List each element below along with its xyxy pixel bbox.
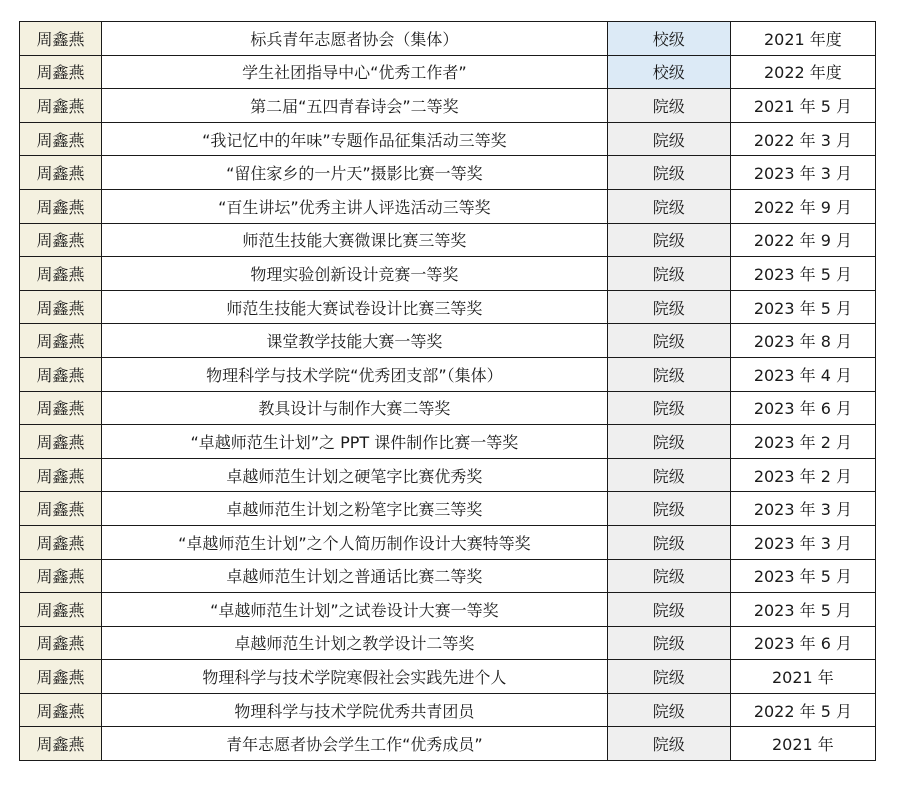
award-level-cell: 院级 <box>607 189 730 223</box>
recipient-name-cell: 周鑫燕 <box>20 290 102 324</box>
award-level-cell: 院级 <box>607 660 730 694</box>
award-title-cell: “留住家乡的一片天”摄影比赛一等奖 <box>102 156 608 190</box>
award-date-cell: 2022 年 9 月 <box>730 189 875 223</box>
award-level-cell: 院级 <box>607 559 730 593</box>
award-title-cell: “百生讲坛”优秀主讲人评选活动三等奖 <box>102 189 608 223</box>
award-title-cell: 卓越师范生计划之粉笔字比赛三等奖 <box>102 492 608 526</box>
award-level-cell: 院级 <box>607 324 730 358</box>
award-date-cell: 2023 年 3 月 <box>730 492 875 526</box>
award-title-cell: 物理科学与技术学院优秀共青团员 <box>102 693 608 727</box>
recipient-name-cell: 周鑫燕 <box>20 626 102 660</box>
award-title-cell: 学生社团指导中心“优秀工作者” <box>102 55 608 89</box>
table-row <box>20 223 876 257</box>
table-row <box>20 55 876 89</box>
recipient-name-cell: 周鑫燕 <box>20 559 102 593</box>
award-title-cell: 第二届“五四青春诗会”二等奖 <box>102 89 608 123</box>
award-title-cell: “卓越师范生计划”之试卷设计大赛一等奖 <box>102 593 608 627</box>
recipient-name-cell: 周鑫燕 <box>20 189 102 223</box>
recipient-name-cell: 周鑫燕 <box>20 324 102 358</box>
award-title-cell: 标兵青年志愿者协会（集体） <box>102 22 608 56</box>
award-title-cell: “我记忆中的年味”专题作品征集活动三等奖 <box>102 122 608 156</box>
recipient-name-cell: 周鑫燕 <box>20 357 102 391</box>
award-level-cell: 院级 <box>607 257 730 291</box>
award-level-cell: 院级 <box>607 458 730 492</box>
table-row <box>20 626 876 660</box>
recipient-name-cell: 周鑫燕 <box>20 122 102 156</box>
table-row <box>20 324 876 358</box>
table-row <box>20 593 876 627</box>
award-level-cell: 院级 <box>607 425 730 459</box>
table-row <box>20 89 876 123</box>
recipient-name-cell: 周鑫燕 <box>20 727 102 761</box>
award-date-cell: 2023 年 5 月 <box>730 257 875 291</box>
award-title-cell: 师范生技能大赛微课比赛三等奖 <box>102 223 608 257</box>
award-date-cell: 2023 年 2 月 <box>730 425 875 459</box>
award-date-cell: 2021 年 5 月 <box>730 89 875 123</box>
award-title-cell: 物理实验创新设计竞赛一等奖 <box>102 257 608 291</box>
table-row <box>20 727 876 761</box>
table-row <box>20 391 876 425</box>
table-row <box>20 458 876 492</box>
award-level-cell: 院级 <box>607 525 730 559</box>
award-level-cell: 院级 <box>607 89 730 123</box>
award-date-cell: 2022 年 9 月 <box>730 223 875 257</box>
recipient-name-cell: 周鑫燕 <box>20 593 102 627</box>
recipient-name-cell: 周鑫燕 <box>20 458 102 492</box>
award-date-cell: 2023 年 2 月 <box>730 458 875 492</box>
recipient-name-cell: 周鑫燕 <box>20 391 102 425</box>
table-row <box>20 525 876 559</box>
award-level-cell: 院级 <box>607 357 730 391</box>
table-row <box>20 22 876 56</box>
award-level-cell: 院级 <box>607 727 730 761</box>
recipient-name-cell: 周鑫燕 <box>20 425 102 459</box>
award-level-cell: 院级 <box>607 626 730 660</box>
award-title-cell: 教具设计与制作大赛二等奖 <box>102 391 608 425</box>
table-row <box>20 257 876 291</box>
award-title-cell: 物理科学与技术学院“优秀团支部”（集体） <box>102 357 608 391</box>
recipient-name-cell: 周鑫燕 <box>20 257 102 291</box>
table-row <box>20 660 876 694</box>
award-title-cell: “卓越师范生计划”之 PPT 课件制作比赛一等奖 <box>102 425 608 459</box>
recipient-name-cell: 周鑫燕 <box>20 55 102 89</box>
award-title-cell: 课堂教学技能大赛一等奖 <box>102 324 608 358</box>
award-title-cell: 卓越师范生计划之教学设计二等奖 <box>102 626 608 660</box>
award-level-cell: 校级 <box>607 22 730 56</box>
recipient-name-cell: 周鑫燕 <box>20 156 102 190</box>
award-level-cell: 院级 <box>607 693 730 727</box>
recipient-name-cell: 周鑫燕 <box>20 89 102 123</box>
recipient-name-cell: 周鑫燕 <box>20 22 102 56</box>
award-date-cell: 2023 年 6 月 <box>730 391 875 425</box>
award-title-cell: 物理科学与技术学院寒假社会实践先进个人 <box>102 660 608 694</box>
table-row <box>20 122 876 156</box>
recipient-name-cell: 周鑫燕 <box>20 693 102 727</box>
table-row <box>20 693 876 727</box>
table-row <box>20 189 876 223</box>
table-row <box>20 156 876 190</box>
table-row <box>20 357 876 391</box>
award-date-cell: 2023 年 3 月 <box>730 525 875 559</box>
award-date-cell: 2021 年 <box>730 660 875 694</box>
award-level-cell: 院级 <box>607 290 730 324</box>
table-row <box>20 290 876 324</box>
recipient-name-cell: 周鑫燕 <box>20 525 102 559</box>
award-date-cell: 2023 年 4 月 <box>730 357 875 391</box>
award-date-cell: 2021 年 <box>730 727 875 761</box>
award-title-cell: “卓越师范生计划”之个人简历制作设计大赛特等奖 <box>102 525 608 559</box>
award-date-cell: 2022 年度 <box>730 55 875 89</box>
award-date-cell: 2023 年 5 月 <box>730 559 875 593</box>
award-date-cell: 2023 年 3 月 <box>730 156 875 190</box>
award-level-cell: 校级 <box>607 55 730 89</box>
award-level-cell: 院级 <box>607 593 730 627</box>
awards-table-body <box>20 22 876 761</box>
award-date-cell: 2021 年度 <box>730 22 875 56</box>
award-level-cell: 院级 <box>607 391 730 425</box>
awards-table <box>19 21 876 761</box>
award-title-cell: 青年志愿者协会学生工作“优秀成员” <box>102 727 608 761</box>
recipient-name-cell: 周鑫燕 <box>20 660 102 694</box>
table-row <box>20 425 876 459</box>
award-level-cell: 院级 <box>607 223 730 257</box>
recipient-name-cell: 周鑫燕 <box>20 492 102 526</box>
award-level-cell: 院级 <box>607 156 730 190</box>
award-date-cell: 2022 年 3 月 <box>730 122 875 156</box>
award-date-cell: 2023 年 5 月 <box>730 290 875 324</box>
table-row <box>20 559 876 593</box>
award-title-cell: 卓越师范生计划之硬笔字比赛优秀奖 <box>102 458 608 492</box>
table-row <box>20 492 876 526</box>
recipient-name-cell: 周鑫燕 <box>20 223 102 257</box>
award-date-cell: 2022 年 5 月 <box>730 693 875 727</box>
award-title-cell: 师范生技能大赛试卷设计比赛三等奖 <box>102 290 608 324</box>
award-level-cell: 院级 <box>607 122 730 156</box>
award-title-cell: 卓越师范生计划之普通话比赛二等奖 <box>102 559 608 593</box>
award-date-cell: 2023 年 8 月 <box>730 324 875 358</box>
award-date-cell: 2023 年 5 月 <box>730 593 875 627</box>
award-level-cell: 院级 <box>607 492 730 526</box>
award-date-cell: 2023 年 6 月 <box>730 626 875 660</box>
